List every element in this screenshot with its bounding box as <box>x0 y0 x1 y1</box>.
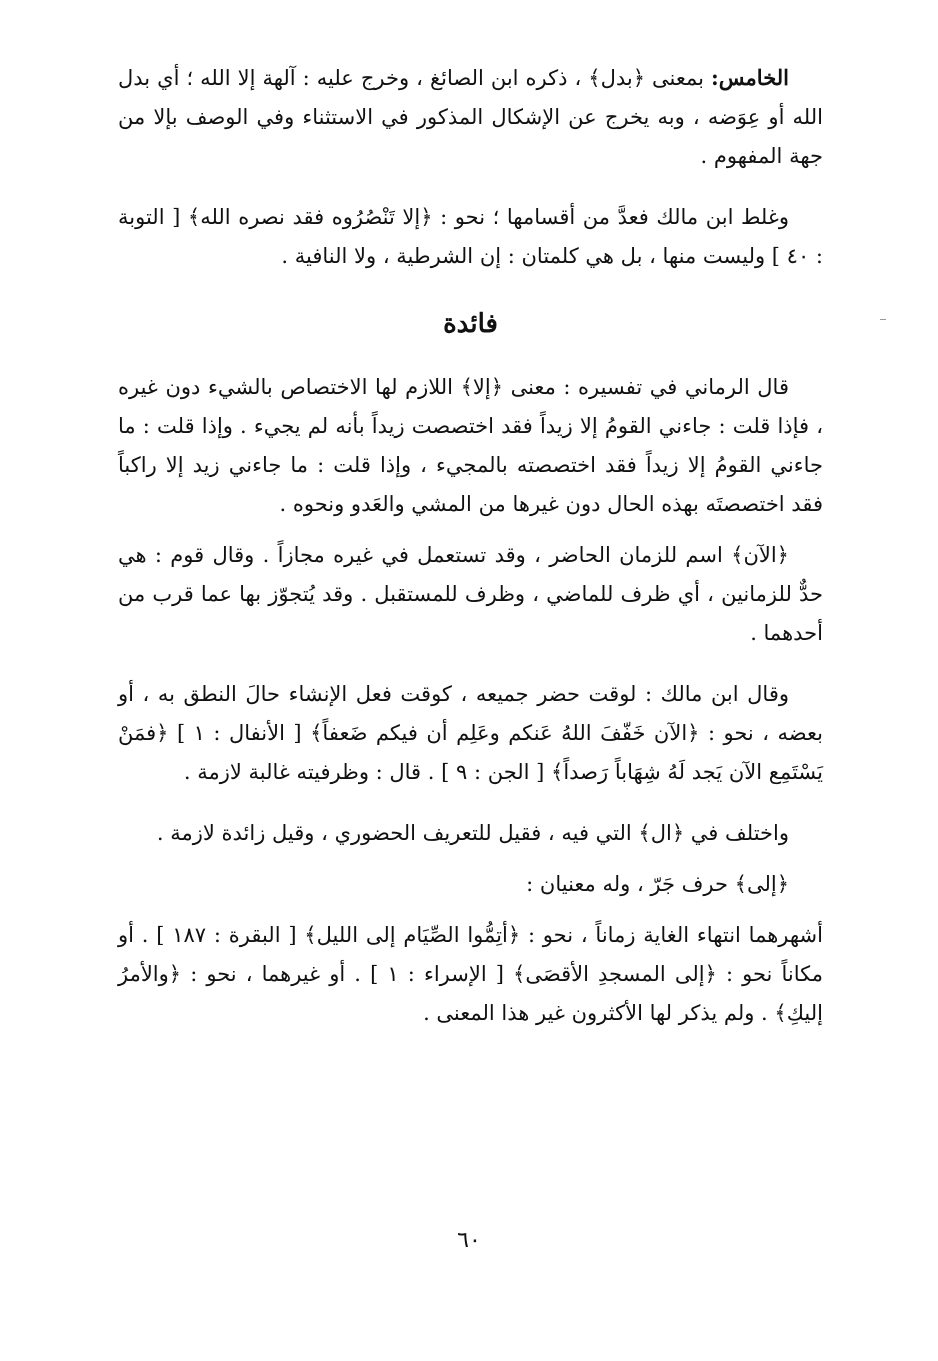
paragraph-ila-meanings: أشهرهما انتهاء الغاية زماناً ، نحو : ﴿أتِمُّوا الصِّيَام إلى الليل﴾ [ البقرة : ١٨٧ ] . أو مكاناً نحو : ﴿إلى المسجدِ الأقصَى﴾ [ الإسراء : ١ ] . أو غيرهما ، نحو : ﴿والأمرُ إليكِ﴾ . ولم يذكر لها الأكثرون غير هذا المعنى . <box>118 923 823 1025</box>
paragraph-ibn-malik-error: وغلط ابن مالك فعدَّ من أقسامها ؛ نحو : ﴿إلا تَنْصُرُوه فقد نصره الله﴾ [ التوبة : ٤٠ ] وليست منها ، بل هي كلمتان : إن الشرطية ، ولا النافية . <box>118 205 823 268</box>
paragraph-lead-word: الخامس: <box>711 65 789 90</box>
margin-tick-mark <box>880 319 886 320</box>
paragraph-ila-definition: ﴿إلى﴾ حرف جَرّ ، وله معنيان : <box>526 872 789 896</box>
section-heading: فائدة <box>443 309 498 339</box>
paragraph-alaan: ﴿الآن﴾ اسم للزمان الحاضر ، وقد تستعمل في غيره مجازاً . وقال قوم : هي حدٌّ للزمانين ، أي ظرف للماضي ، وظرف للمستقبل . وقد يُتجوّز بها عما قرب من أحدهما . <box>118 543 823 645</box>
paragraph-text: بمعنى ﴿بدل﴾ ، ذكره ابن الصائغ ، وخرج عليه : آلهة إلا الله ؛ أي بدل الله أو عِوَضه ، وبه يخرج عن الإشكال المذكور في الاستثناء وفي الوصف بإلا من جهة المفهوم . <box>118 66 823 168</box>
paragraph-rummani: قال الرماني في تفسيره : معنى ﴿إلا﴾ اللازم لها الاختصاص بالشيء دون غيره ، فإذا قلت : جاءني القومُ إلا زيداً فقد اختصصت زيداً بأنه لم يجيء . وإذا قلت : ما جاءني القومُ إلا زيداً فقد اختصصته بالمجيء ، وإذا قلت : ما جاءني زيد إلا راكباً فقد اختصصتَه بهذه الحال دون غيرها من المشي والعَدو ونحوه . <box>118 375 823 516</box>
paragraph-fifth-meaning <box>118 58 823 176</box>
page-number: ٦٠ <box>457 1228 481 1253</box>
paragraph-ibn-malik-time: وقال ابن مالك : لوقت حضر جميعه ، كوقت فعل الإنشاء حالَ النطق به ، أو بعضه ، نحو : ﴿الآن خَفّفَ اللهُ عَنكم وعَلِم أن فيكم ضَعفاً﴾ [ الأنفال : ١ ] ﴿فمَنْ يَسْتَمِع الآن يَجد لَهُ شِهَاباً رَصداً﴾ [ الجن : ٩ ] . قال : وظرفيته غالبة لازمة . <box>118 682 823 784</box>
page-body <box>118 58 823 1033</box>
paragraph-al-article: واختلف في ﴿ال﴾ التي فيه ، فقيل للتعريف الحضوري ، وقيل زائدة لازمة . <box>156 821 789 845</box>
